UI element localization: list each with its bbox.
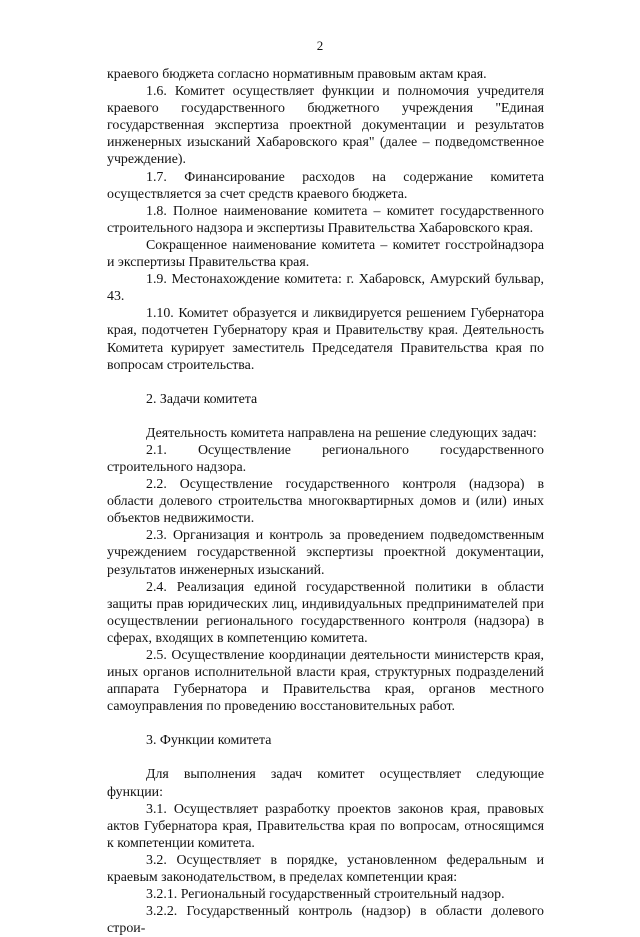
page-number: 2 bbox=[316, 38, 324, 53]
paragraph-1-5-continued: краевого бюджета согласно нормативным правовым актам края. bbox=[107, 67, 487, 82]
paragraph-1-9: 1.9. Местонахождение комитета: г. Хабаровск, Амурский бульвар, 43. bbox=[107, 272, 544, 305]
paragraph-1-6: 1.6. Комитет осуществляет функции и полномочия учредителя краевого государственного бюджетного учреждения "Единая государственная экспертиза проектной документации и результатов инженерных изысканий Хабаровского края" (далее – подведомственное учреждение). bbox=[107, 84, 544, 168]
paragraph-1-8: 1.8. Полное наименование комитета – комитет государственного строительного надзора и экспертизы Правительства Хабаровского края. bbox=[107, 203, 544, 236]
paragraph-2-4: 2.4. Реализация единой государственной политики в области защиты прав юридических лиц, индивидуальных предпринимателей при осуществлении регионального государственного контроля (надзора) в сферах, входящих в компетенцию комитета. bbox=[107, 579, 544, 646]
paragraph-1-7: 1.7. Финансирование расходов на содержание комитета осуществляется за счет средств краевого бюджета. bbox=[107, 169, 544, 202]
paragraph-tasks-intro: Деятельность комитета направлена на решение следующих задач: bbox=[146, 425, 537, 441]
document-body bbox=[107, 66, 544, 937]
section-functions bbox=[107, 732, 544, 937]
paragraph-1-10: 1.10. Комитет образуется и ликвидируется решением Губернатора края, подотчетен Губернатору края и Правительству края. Деятельность Комитета курирует заместитель Председателя Правительства края по вопросам строительства. bbox=[107, 306, 544, 373]
paragraph-2-2: 2.2. Осуществление государственного контроля (надзора) в области долевого строительства многоквартирных домов и (или) иных объектов недвижимости. bbox=[107, 477, 544, 527]
paragraph-2-3: 2.3. Организация и контроль за проведением подведомственным учреждением государственной экспертизы проектной документации, результатов инженерных изысканий. bbox=[107, 528, 544, 578]
section-3-heading: 3. Функции комитета bbox=[146, 733, 272, 749]
paragraph-3-2: 3.2. Осуществляет в порядке, установленном федеральным и краевым законодательством, в пределах компетенции края: bbox=[107, 852, 544, 886]
paragraph-2-1: 2.1. Осуществление регионального государственного строительного надзора. bbox=[107, 442, 544, 475]
section-tasks bbox=[107, 391, 544, 716]
intro-section bbox=[107, 66, 544, 374]
paragraph-short-name: Сокращенное наименование комитета – комитет госстройнадзора и экспертизы Правительства края. bbox=[107, 237, 544, 271]
paragraph-3-1: 3.1. Осуществляет разработку проектов законов края, правовых актов Губернатора края, Правительства края по вопросам, относящимся к компетенции комитета. bbox=[107, 801, 544, 851]
paragraph-3-2-2: 3.2.2. Государственный контроль (надзор) в области долевого строи- bbox=[107, 904, 544, 937]
paragraph-functions-intro: Для выполнения задач комитет осуществляет следующие функции: bbox=[107, 767, 544, 800]
paragraph-2-5: 2.5. Осуществление координации деятельности министерств края, иных органов исполнительной власти края, структурных подразделений аппарата Губернатора и Правительства края, органов местного самоуправления по проведению восстановительных работ. bbox=[107, 648, 544, 715]
paragraph-3-2-1: 3.2.1. Региональный государственный строительный надзор. bbox=[146, 887, 505, 903]
section-2-heading: 2. Задачи комитета bbox=[146, 391, 258, 407]
